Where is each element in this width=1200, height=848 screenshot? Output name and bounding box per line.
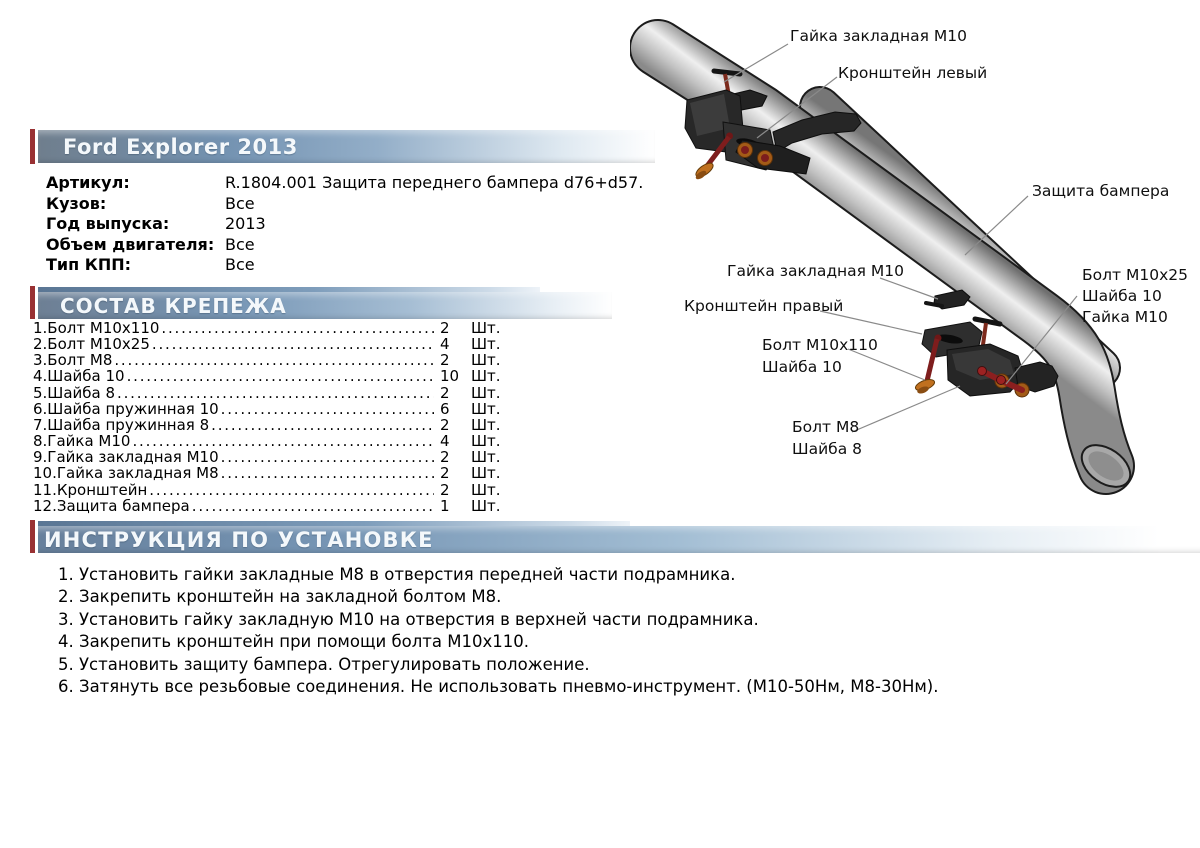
callout-label-bolt-m8-group xyxy=(792,416,862,460)
instructions-accent-bar xyxy=(30,520,35,553)
instruction-step: 5. Установить защиту бампера. Отрегулировать положение. xyxy=(58,654,590,674)
fasteners-list xyxy=(33,320,511,514)
dot-leader xyxy=(161,320,434,336)
part-row xyxy=(33,449,511,465)
part-qty: 1 xyxy=(440,496,450,515)
part-qty: 2 xyxy=(440,464,450,483)
callout-line: Болт М10х25 xyxy=(1082,266,1188,284)
part-qty: 2 xyxy=(440,319,450,337)
callout-label-anchor-nut-m10-top: Гайка закладная М10 xyxy=(790,27,968,45)
callout-label-right-bracket: Кронштейн правый xyxy=(684,297,844,315)
dot-leader xyxy=(149,482,434,498)
part-row xyxy=(33,352,511,368)
part-unit: Шт. xyxy=(471,464,501,483)
dot-leader xyxy=(211,417,434,433)
fasteners-heading: СОСТАВ КРЕПЕЖА xyxy=(60,293,287,318)
part-qty: 2 xyxy=(440,415,450,434)
instructions-heading: ИНСТРУКЦИЯ ПО УСТАНОВКЕ xyxy=(44,527,434,552)
spec-row xyxy=(46,255,706,276)
dot-leader xyxy=(132,433,434,449)
instruction-step: 4. Закрепить кронштейн при помощи болта М10х110. xyxy=(58,632,529,652)
part-name: 10.Гайка закладная М8 xyxy=(33,464,219,483)
callout-label-anchor-nut-m10-right: Гайка закладная М10 xyxy=(727,262,905,280)
part-name: 6.Шайба пружинная 10 xyxy=(33,399,219,418)
part-row xyxy=(33,368,511,384)
callout-line: Болт М8 xyxy=(792,418,860,436)
spec-value: 2013 xyxy=(225,214,266,234)
part-name: 11.Кронштейн xyxy=(33,480,148,499)
callout-line: Болт М10х110 xyxy=(762,336,878,354)
callout-line: Шайба 10 xyxy=(762,358,842,376)
spec-label: Кузов: xyxy=(46,193,107,213)
spec-row xyxy=(46,235,706,256)
dot-leader xyxy=(152,336,434,352)
dot-leader xyxy=(221,401,434,417)
vehicle-specs xyxy=(46,173,706,276)
part-qty: 4 xyxy=(440,432,450,451)
part-name: 9.Гайка закладная М10 xyxy=(33,448,219,467)
spec-row xyxy=(46,173,706,194)
spec-row xyxy=(46,194,706,215)
part-unit: Шт. xyxy=(471,367,501,386)
instruction-steps xyxy=(58,564,1178,698)
spec-label: Тип КПП: xyxy=(46,255,132,275)
part-qty: 2 xyxy=(440,480,450,499)
part-unit: Шт. xyxy=(471,383,501,402)
dot-leader xyxy=(221,449,434,465)
callout-line: Гайка М10 xyxy=(1082,308,1168,326)
t-handle xyxy=(714,71,740,74)
callout-line: Шайба 10 xyxy=(1082,287,1162,305)
part-name: 7.Шайба пружинная 8 xyxy=(33,415,210,434)
part-unit: Шт. xyxy=(471,496,501,515)
spec-value: Все xyxy=(225,193,255,213)
spec-value: R.1804.001 Защита переднего бампера d76+d57. xyxy=(225,173,644,192)
part-name: 8.Гайка М10 xyxy=(33,432,131,451)
part-unit: Шт. xyxy=(471,399,501,418)
dot-leader xyxy=(117,385,434,401)
part-name: 4.Шайба 10 xyxy=(33,367,125,386)
part-qty: 2 xyxy=(440,448,450,467)
part-row xyxy=(33,417,511,433)
spec-value: Все xyxy=(225,255,255,275)
part-row xyxy=(33,482,511,498)
part-row xyxy=(33,433,511,449)
part-name: 2.Болт М10х25 xyxy=(33,335,150,354)
spec-label: Объем двигателя: xyxy=(46,234,215,254)
part-row xyxy=(33,385,511,401)
instructions-heading-bar xyxy=(38,526,1200,553)
part-unit: Шт. xyxy=(471,351,501,370)
part-row xyxy=(33,336,511,352)
spec-label: Артикул: xyxy=(46,173,130,192)
part-name: 5.Шайба 8 xyxy=(33,383,116,402)
part-row xyxy=(33,401,511,417)
part-unit: Шт. xyxy=(471,415,501,434)
callout-label-bolt-m10x25-group xyxy=(1082,265,1188,328)
part-qty: 6 xyxy=(440,399,450,418)
part-qty: 2 xyxy=(440,383,450,402)
part-qty: 2 xyxy=(440,351,450,370)
instruction-step: 6. Затянуть все резьбовые соединения. Не использовать пневмо-инструмент. (М10-50Нм, М8-30Нм). xyxy=(58,677,939,697)
callout-label-bolt-m10x110-group xyxy=(762,334,878,378)
instruction-step: 1. Установить гайки закладные М8 в отверстия передней части подрамника. xyxy=(58,565,736,584)
spec-row xyxy=(46,214,706,235)
callout-label-left-bracket: Кронштейн левый xyxy=(838,64,988,82)
part-row xyxy=(33,465,511,481)
part-qty: 4 xyxy=(440,335,450,354)
spec-label: Год выпуска: xyxy=(46,214,170,234)
callout-label-bumper-guard: Защита бампера xyxy=(1032,182,1170,200)
part-name: 1.Болт М10х110 xyxy=(33,319,160,337)
instruction-step: 2. Закрепить кронштейн на закладной болтом М8. xyxy=(58,587,502,607)
part-unit: Шт. xyxy=(471,448,501,467)
dot-leader xyxy=(114,352,434,368)
part-name: 12.Защита бампера xyxy=(33,496,190,515)
dot-leader xyxy=(127,368,434,384)
page-title: Ford Explorer 2013 xyxy=(63,134,298,159)
callout-line: Шайба 8 xyxy=(792,440,862,458)
spec-value: Все xyxy=(225,234,255,254)
title-bar xyxy=(38,130,655,163)
part-row xyxy=(33,320,511,336)
part-unit: Шт. xyxy=(471,432,501,451)
part-unit: Шт. xyxy=(471,480,501,499)
fasteners-heading-bar xyxy=(38,292,612,319)
title-accent-bar xyxy=(30,129,35,164)
part-unit: Шт. xyxy=(471,335,501,354)
part-unit: Шт. xyxy=(471,319,501,337)
part-name: 3.Болт М8 xyxy=(33,351,113,370)
dot-leader xyxy=(221,465,434,481)
instruction-step: 3. Установить гайку закладную М10 на отверстия в верхней части подрамника. xyxy=(58,609,759,629)
part-qty: 10 xyxy=(440,367,460,386)
fasteners-accent-bar xyxy=(30,286,35,319)
dot-leader xyxy=(192,498,434,514)
part-row xyxy=(33,498,511,514)
